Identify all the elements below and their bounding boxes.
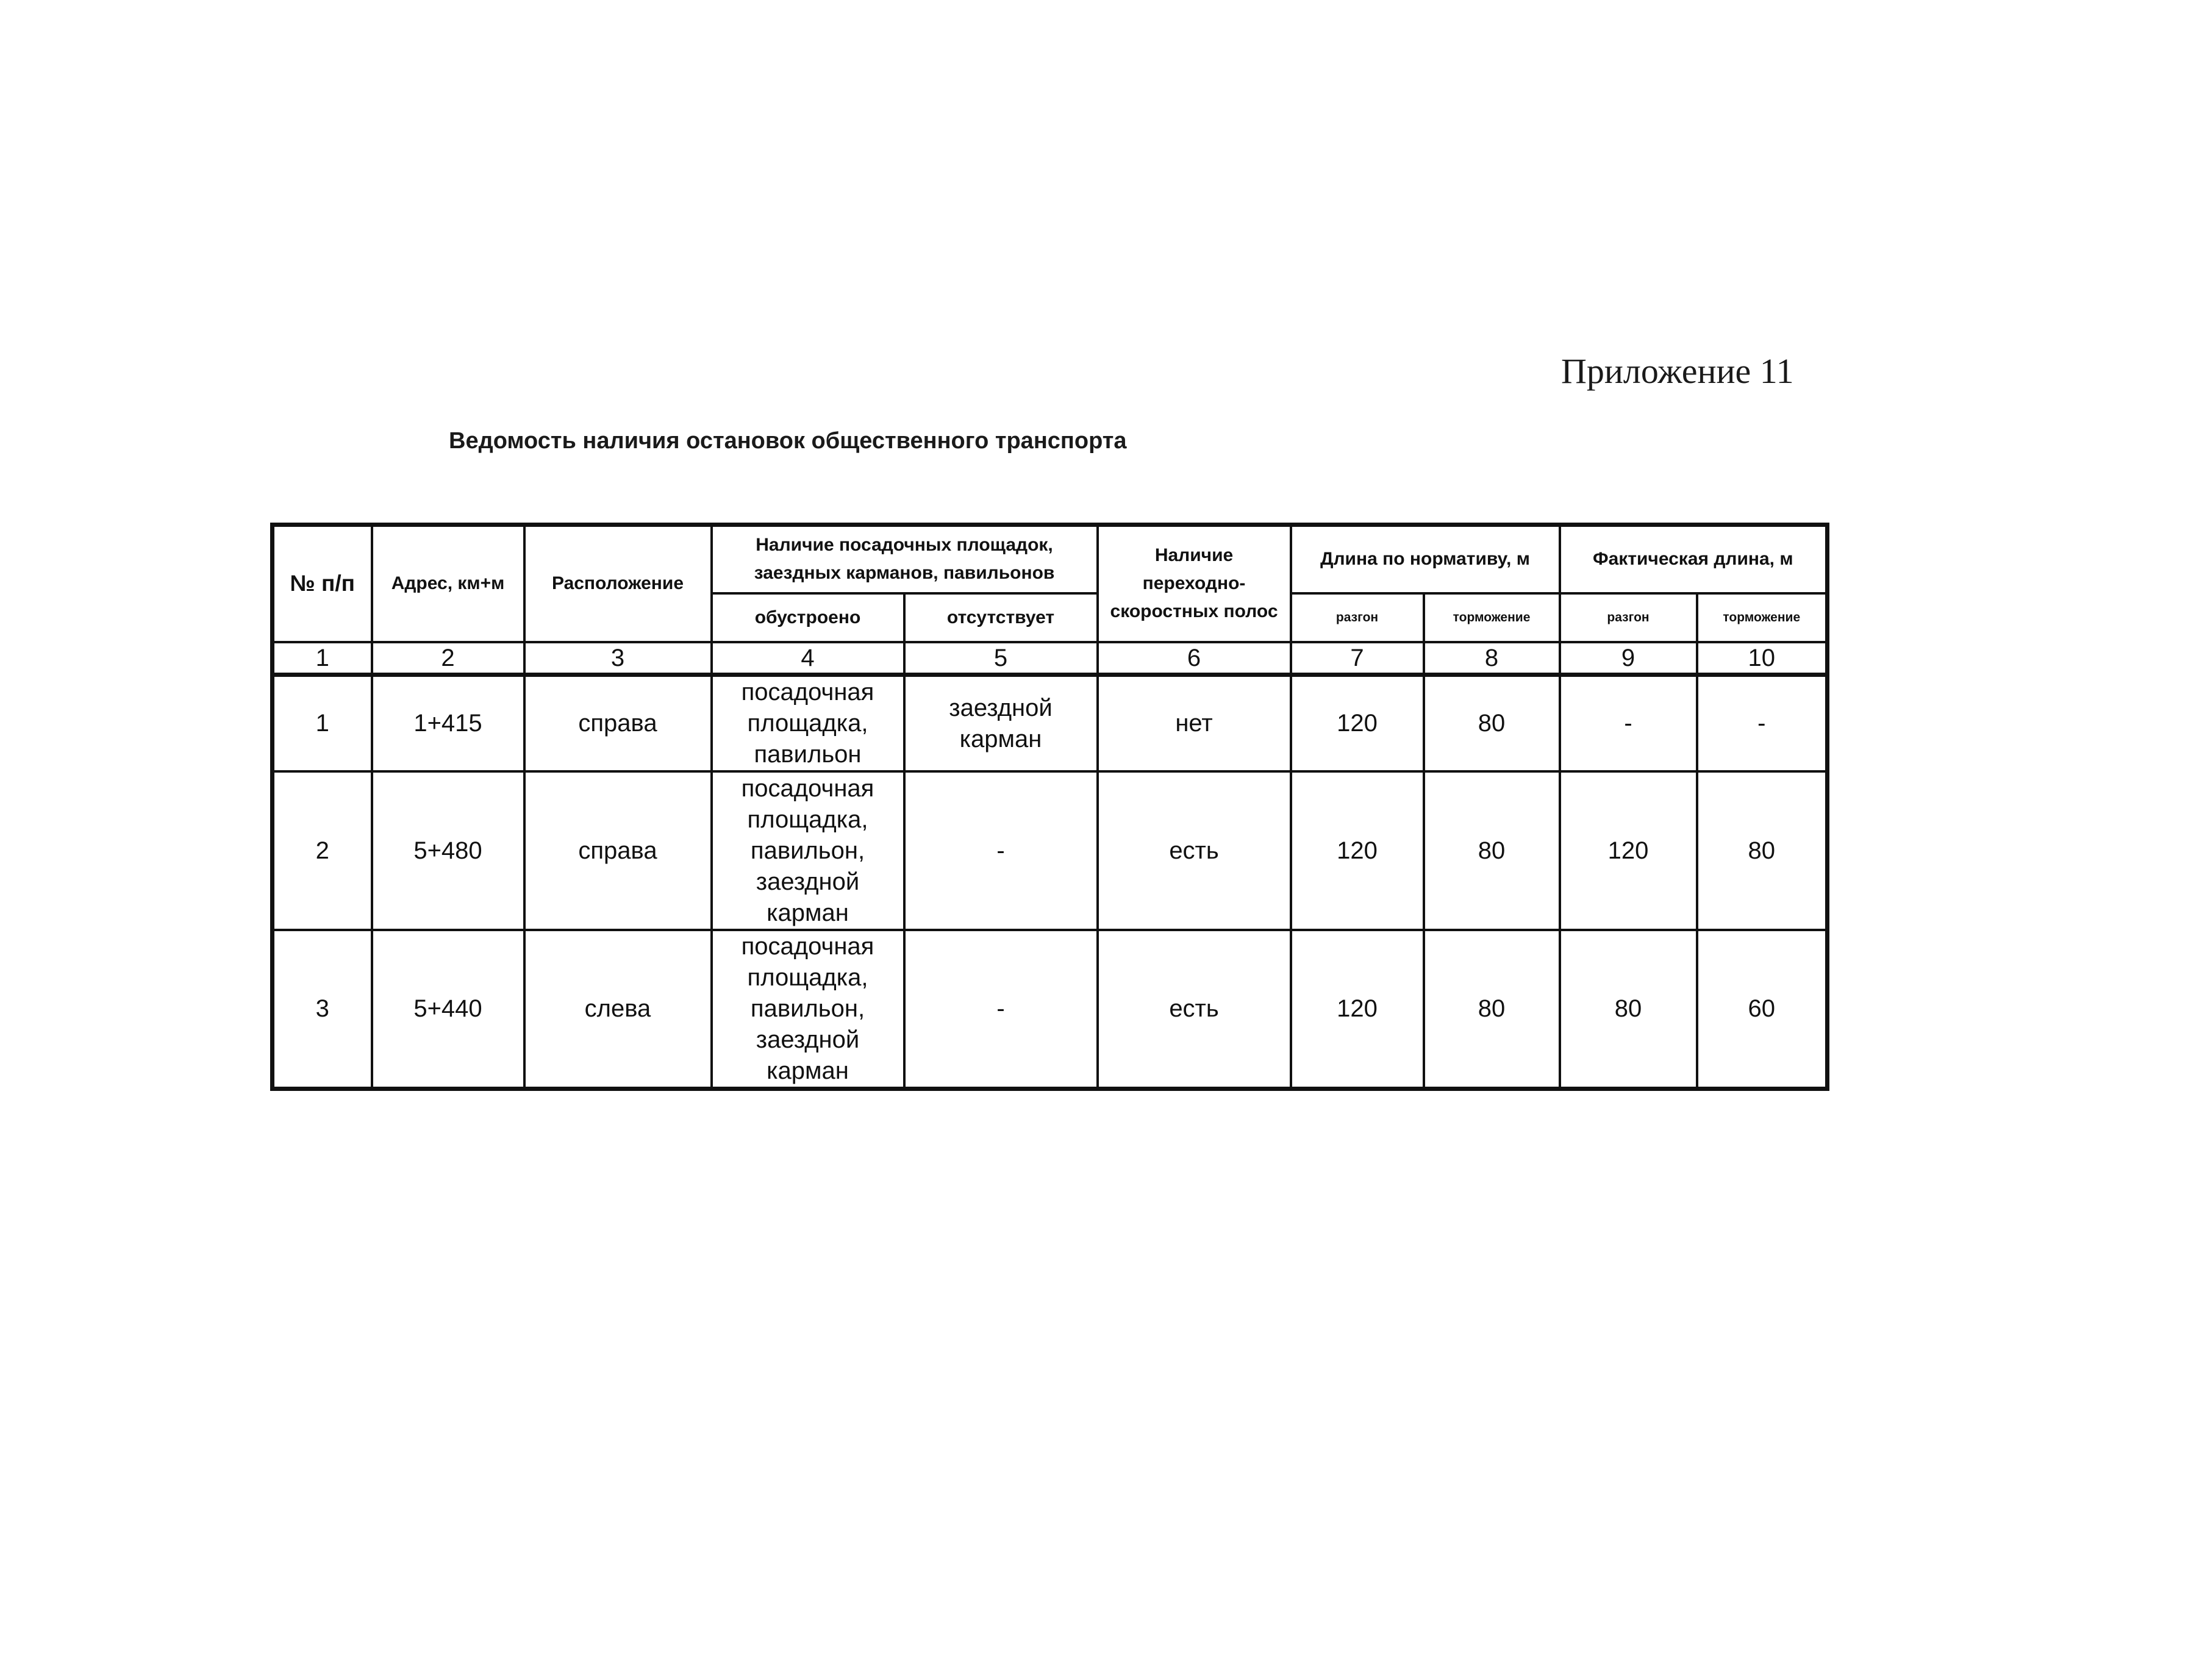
column-number: 3 <box>524 642 712 675</box>
column-number: 7 <box>1291 642 1424 675</box>
header-norm-brake: торможение <box>1424 593 1560 642</box>
cell-address: 5+480 <box>372 771 524 930</box>
header-availability: Наличие посадочных площадок, заездных карманов, павильонов <box>712 525 1098 593</box>
column-number: 1 <box>273 642 372 675</box>
column-number: 4 <box>712 642 904 675</box>
header-normative-length: Длина по нормативу, м <box>1291 525 1560 593</box>
appendix-label: Приложение 11 <box>1561 351 1794 391</box>
table-row <box>273 930 1828 1089</box>
cell-norm-accel: 120 <box>1291 930 1424 1089</box>
table-row <box>273 771 1828 930</box>
header-built: обустроено <box>712 593 904 642</box>
cell-norm-brake: 80 <box>1424 771 1560 930</box>
column-number: 6 <box>1098 642 1291 675</box>
cell-location: слева <box>524 930 712 1089</box>
cell-built: посадочная площадка, павильон, заездной карман <box>712 771 904 930</box>
cell-address: 5+440 <box>372 930 524 1089</box>
cell-transition-lanes: нет <box>1098 675 1291 772</box>
cell-norm-brake: 80 <box>1424 675 1560 772</box>
cell-built: посадочная площадка, павильон <box>712 675 904 772</box>
cell-act-accel: - <box>1560 675 1697 772</box>
column-number-row <box>273 642 1828 675</box>
column-number: 10 <box>1697 642 1828 675</box>
cell-act-brake: 80 <box>1697 771 1828 930</box>
cell-act-brake: - <box>1697 675 1828 772</box>
header-actual-length: Фактическая длина, м <box>1560 525 1828 593</box>
cell-location: справа <box>524 771 712 930</box>
cell-num: 3 <box>273 930 372 1089</box>
cell-act-accel: 80 <box>1560 930 1697 1089</box>
cell-act-accel: 120 <box>1560 771 1697 930</box>
cell-location: справа <box>524 675 712 772</box>
column-number: 9 <box>1560 642 1697 675</box>
cell-built: посадочная площадка, павильон, заездной карман <box>712 930 904 1089</box>
header-act-brake: торможение <box>1697 593 1828 642</box>
cell-norm-accel: 120 <box>1291 771 1424 930</box>
header-address: Адрес, км+м <box>372 525 524 642</box>
header-transition-lanes: Наличие переходно-скоростных полос <box>1098 525 1291 642</box>
cell-absent: заездной карман <box>904 675 1098 772</box>
header-absent: отсутствует <box>904 593 1098 642</box>
column-number: 8 <box>1424 642 1560 675</box>
header-row-1 <box>273 525 1828 593</box>
cell-act-brake: 60 <box>1697 930 1828 1089</box>
document-title: Ведомость наличия остановок общественного транспорта <box>449 428 1127 454</box>
cell-num: 2 <box>273 771 372 930</box>
header-norm-accel: разгон <box>1291 593 1424 642</box>
cell-num: 1 <box>273 675 372 772</box>
bus-stops-table <box>270 523 1829 1091</box>
cell-norm-brake: 80 <box>1424 930 1560 1089</box>
cell-norm-accel: 120 <box>1291 675 1424 772</box>
cell-transition-lanes: есть <box>1098 771 1291 930</box>
cell-transition-lanes: есть <box>1098 930 1291 1089</box>
column-number: 2 <box>372 642 524 675</box>
column-number: 5 <box>904 642 1098 675</box>
header-location: Расположение <box>524 525 712 642</box>
cell-absent: - <box>904 771 1098 930</box>
cell-address: 1+415 <box>372 675 524 772</box>
cell-absent: - <box>904 930 1098 1089</box>
table-row <box>273 675 1828 772</box>
header-act-accel: разгон <box>1560 593 1697 642</box>
header-num: № п/п <box>273 525 372 642</box>
